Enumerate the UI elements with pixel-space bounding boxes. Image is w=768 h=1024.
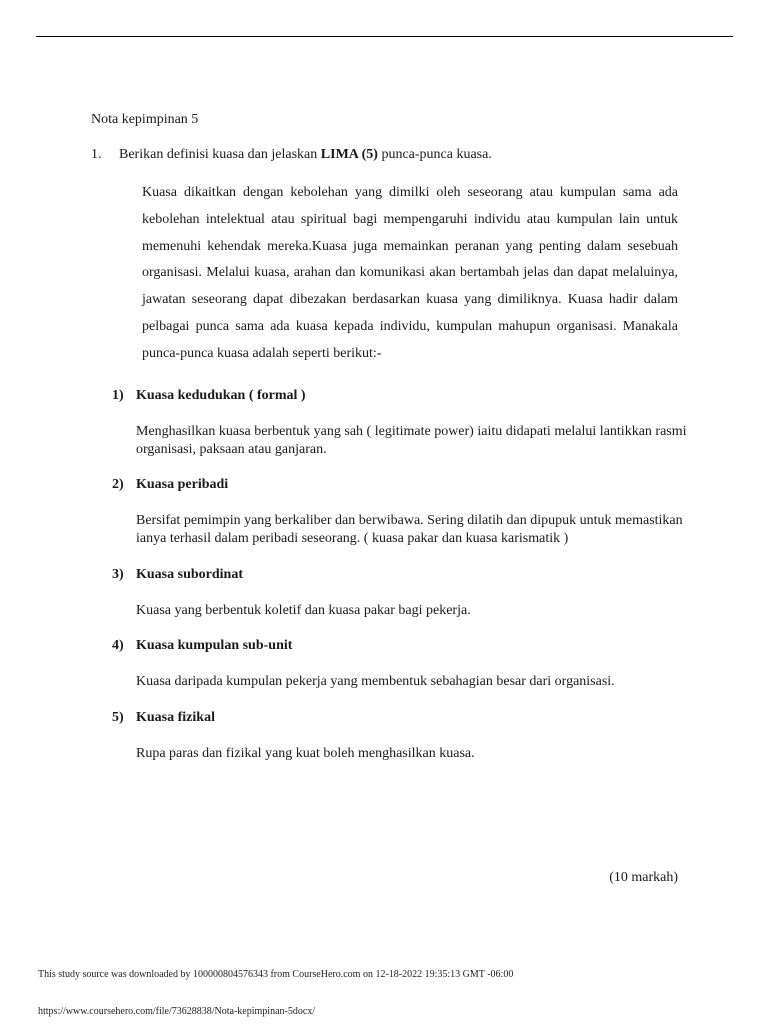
point-item	[112, 567, 692, 620]
point-heading	[112, 638, 692, 654]
point-title: Kuasa kedudukan ( formal )	[136, 388, 306, 403]
point-title: Kuasa fizikal	[136, 710, 215, 725]
point-title: Kuasa subordinat	[136, 567, 243, 582]
point-item	[112, 477, 692, 548]
point-number: 5)	[112, 710, 124, 725]
point-number: 3)	[112, 567, 124, 582]
question-bold-count: LIMA (5)	[320, 147, 378, 162]
top-divider	[36, 36, 733, 37]
point-body: Kuasa yang berbentuk koletif dan kuasa pakar bagi pekerja.	[136, 603, 471, 618]
download-notice: This study source was downloaded by 100000804576343 from CourseHero.com on 12-18-2022 19:35:13 GMT -06:00	[38, 969, 514, 980]
point-title: Kuasa peribadi	[136, 477, 229, 492]
point-body: Kuasa daripada kumpulan pekerja yang membentuk sebahagian besar dari organisasi.	[136, 674, 615, 689]
point-number: 4)	[112, 638, 124, 653]
question-number: 1.	[91, 147, 102, 162]
document-title: Nota kepimpinan 5	[91, 112, 199, 127]
intro-paragraph: Kuasa dikaitkan dengan kebolehan yang dimilki oleh seseorang atau kumpulan sama ada kebolehan intelektual atau spiritual bagi mempengaruhi individu atau kumpulan lain untuk memenuhi kehendak mereka.Kuasa juga memainkan peranan yang penting dalam sesebuah organisasi. Melalui kuasa, arahan dan komunikasi akan bertambah jelas dan dapat melaluinya, jawatan seseorang dapat dibezakan berdasarkan kuasa yang dimiliknya. Kuasa hadir dalam pelbagai punca sama ada kuasa kepada individu, kumpulan mahupun organisasi. Manakala punca-punca kuasa adalah seperti berikut:-	[142, 185, 678, 361]
source-url[interactable]: https://www.coursehero.com/file/73628838/Nota-kepimpinan-5docx/	[38, 1006, 316, 1017]
point-heading	[112, 567, 692, 583]
point-number: 2)	[112, 477, 124, 492]
point-item	[112, 638, 692, 691]
point-item	[112, 710, 692, 763]
question-text-end: punca-punca kuasa.	[377, 147, 492, 162]
point-heading	[112, 388, 692, 404]
question-line	[91, 147, 691, 163]
point-item	[112, 388, 692, 459]
point-heading	[112, 477, 692, 493]
point-title: Kuasa kumpulan sub-unit	[136, 638, 293, 653]
question-text-start: Berikan definisi kuasa dan jelaskan	[119, 147, 321, 162]
point-body: Bersifat pemimpin yang berkaliber dan berwibawa. Sering dilatih dan dipupuk untuk memastikan ianya terhasil dalam peribadi seseorang. ( kuasa pakar dan kuasa karismatik )	[136, 513, 683, 546]
point-number: 1)	[112, 388, 124, 403]
point-body: Rupa paras dan fizikal yang kuat boleh menghasilkan kuasa.	[136, 746, 475, 761]
point-body: Menghasilkan kuasa berbentuk yang sah ( legitimate power) iaitu didapati melalui lantikkan rasmi organisasi, paksaan atau ganjaran.	[136, 424, 687, 457]
point-heading	[112, 710, 692, 726]
marks-label: (10 markah)	[609, 870, 678, 885]
